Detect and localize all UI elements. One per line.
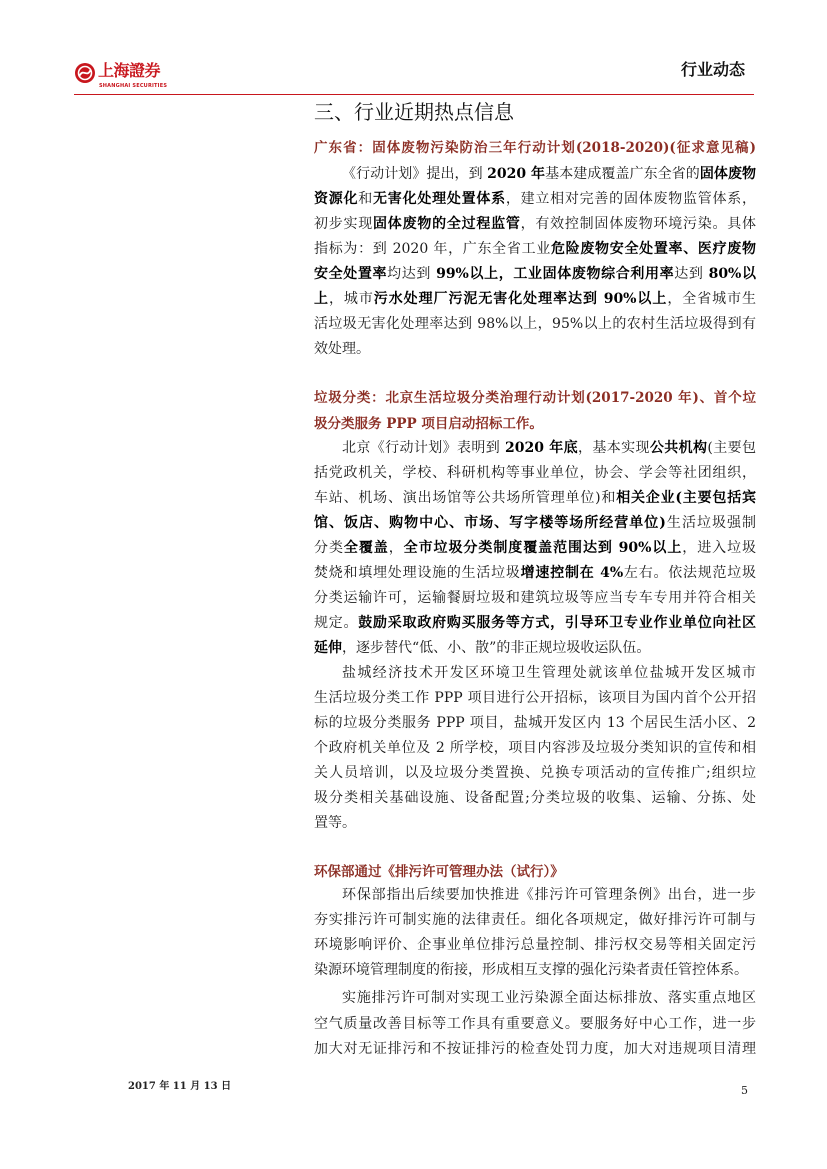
text-run: 规定。 (314, 615, 359, 631)
paragraph-permit-regulation (314, 883, 756, 983)
text-run: 实施排污许可制对实现工业污染源全面达标排放、落实重点地区 (342, 990, 756, 1006)
text-run: 北京《行动计划》表明到 (342, 440, 505, 456)
text-line (314, 511, 756, 536)
bold-text: 相关企业(主要包括宾 (616, 490, 756, 506)
bold-text: 增速控制在 4% (520, 565, 624, 581)
report-type-label: 行业动态 (680, 60, 745, 79)
text-run: 置等。 (314, 815, 356, 831)
bold-text: 无害化处理处置体系 (373, 191, 506, 207)
shanghai-securities-emblem-icon (74, 62, 96, 84)
text-line (314, 586, 756, 611)
text-run: ， (388, 540, 404, 556)
bold-text: 固体废物 (699, 166, 757, 182)
text-line (314, 883, 756, 908)
text-run: 生活垃圾分类工作 PPP 项目进行公开招标，该项目为国内首个公开招 (314, 690, 756, 706)
text-run: 圾分类服务 PPP 项目启动招标工作。 (314, 416, 543, 432)
bold-text: 2020 年 (487, 166, 546, 182)
text-line (314, 411, 756, 437)
text-run: 初步实现 (314, 216, 374, 232)
text-run: 达到 (674, 266, 709, 282)
text-line (314, 385, 756, 411)
text-run: 环保部通过《排污许可管理办法（试行）》 (314, 864, 564, 880)
bold-text: 危险废物安全处置率、医疗废物 (550, 241, 757, 257)
text-line (314, 536, 756, 561)
text-run: 垃圾分类：北京生活垃圾分类治理行动计划(2017-2020 年)、首个垃 (314, 390, 756, 406)
text-line (314, 212, 756, 237)
text-run: 夯实排污许可制实施的法律责任。细化各项规定，做好排污许可制与 (314, 912, 756, 928)
bold-text: 安全处置率 (314, 266, 388, 282)
text-line (314, 237, 756, 262)
text-run: (主要包 (707, 440, 757, 456)
text-run: 圾分类相关基础设施、设备配置;分类垃圾的收集、运输、分拣、处 (314, 790, 756, 806)
text-line (314, 711, 756, 736)
text-run: 左右。依法规范垃圾 (623, 565, 757, 581)
bold-text: 上 (314, 291, 329, 307)
page-number: 5 (741, 1084, 748, 1097)
text-run: 染源环境管理制度的衔接，形成相互支撑的强化污染者责任管控体系。 (314, 962, 748, 978)
text-line (314, 486, 756, 511)
bold-text: 2020 年底 (505, 440, 578, 456)
text-line (314, 908, 756, 933)
text-run: 环保部指出后续要加快推进《排污许可管理条例》出台，进一步 (342, 887, 756, 903)
text-run: 指标为：到 2020 年，广东全省工业 (314, 241, 551, 257)
text-line (314, 162, 756, 187)
bold-text: 延伸 (314, 640, 342, 656)
bold-text: 鼓励采取政府购买服务等方式，引导环卫专业作业单位向社区 (358, 615, 757, 631)
text-run: 均达到 (387, 266, 437, 282)
bold-text: 全市垃圾分类制度覆盖范围达到 90%以上 (403, 540, 683, 556)
section-heading-waste-sorting (314, 385, 756, 437)
text-run: ，进入垃圾 (682, 540, 757, 556)
text-line (314, 287, 756, 312)
text-line (314, 661, 756, 686)
text-run: 加大对无证排污和不按证排污的检查处罚力度，加大对违规项目清理 (314, 1041, 756, 1057)
bold-text: 资源化 (314, 191, 359, 207)
bold-text: 公共机构 (649, 440, 708, 456)
text-run: 个政府机关单位及 2 所学校，项目内容涉及垃圾分类知识的宣传和相 (314, 740, 756, 756)
text-run: 标的垃圾分类服务 PPP 项目，盐城开发区内 13 个居民生活小区、2 (314, 715, 756, 731)
logo-brand-english: SHANGHAI SECURITIES (99, 83, 168, 89)
text-run: ，有效控制固体废物环境污染。具体 (520, 216, 757, 232)
text-line (314, 337, 756, 362)
text-run: 关人员培训，以及垃圾分类置换、兑换专项活动的宣传推广;组织垃 (314, 765, 756, 781)
text-line (314, 436, 756, 461)
text-line (314, 811, 756, 836)
bold-text: 污水处理厂污泥无害化处理率达到 90%以上 (373, 291, 668, 307)
text-line (314, 135, 756, 161)
text-run: ，基本实现 (577, 440, 650, 456)
text-line (314, 561, 756, 586)
text-run: 活垃圾无害化处理率达到 98%以上，95%以上的农村生活垃圾得到有 (314, 316, 756, 332)
text-run: 车站、机场、演出场馆等公共场所管理单位)和 (314, 490, 617, 506)
bold-text: 固体废物的全过程监管 (373, 216, 521, 232)
logo-brand-name: 上海證券 (98, 61, 161, 80)
section-heading-discharge-permit (314, 859, 756, 885)
text-line (314, 859, 756, 885)
text-line (314, 1037, 756, 1063)
section-heading-guangdong (314, 135, 756, 161)
text-line (314, 1012, 756, 1038)
text-run: 分类运输许可，运输餐厨垃圾和建筑垃圾等应当专车专用并符合相关 (314, 590, 756, 606)
text-run: 生活垃圾强制 (665, 515, 756, 531)
text-line (314, 933, 756, 958)
text-line (314, 686, 756, 711)
text-line (314, 262, 756, 287)
text-run: 括党政机关，学校、科研机构等事业单位，协会、学会等社团组织， (314, 465, 756, 481)
text-run: 焚烧和填埋处理设施的生活垃圾 (314, 565, 521, 581)
text-line (314, 312, 756, 337)
text-run: ，全省城市生 (667, 291, 757, 307)
text-line (314, 611, 756, 636)
report-date: 2017 年 11 月 13 日 (128, 1081, 232, 1092)
paragraph-beijing-plan (314, 436, 756, 661)
text-line (314, 461, 756, 486)
text-run: 环境影响评价、企事业单位排污总量控制、排污权交易等相关固定污 (314, 937, 756, 953)
text-run: ，建立相对完善的固体废物监管体系， (505, 191, 757, 207)
text-run: ，城市 (328, 291, 374, 307)
text-run: 和 (358, 191, 374, 207)
text-run: 空气质量改善目标等工作具有重要意义。要服务好中心工作，进一步 (314, 1015, 756, 1032)
text-run: 分类 (314, 540, 344, 556)
text-run: 《行动计划》提出，到 (342, 166, 488, 182)
header-divider (74, 94, 754, 95)
bold-text: 99%以上，工业固体废物综合利用率 (436, 266, 675, 282)
text-line (314, 986, 756, 1012)
text-line (314, 187, 756, 212)
text-run: 盐城经济技术开发区环境卫生管理处就该单位盐城开发区城市 (342, 665, 756, 681)
text-line (314, 958, 756, 983)
paragraph-yancheng-ppp (314, 661, 756, 836)
bold-text: 馆、饭店、购物中心、市场、写字楼等场所经营单位) (314, 515, 666, 531)
text-run: ，逐步替代“低、小、散”的非正规垃圾收运队伍。 (342, 640, 651, 656)
text-run: 效处理。 (314, 341, 370, 357)
bold-text: 全覆盖 (343, 540, 389, 556)
text-line (314, 636, 756, 661)
bold-text: 80%以 (708, 266, 756, 282)
paragraph-guangdong-plan (314, 162, 756, 362)
section-title: 三、行业近期热点信息 (314, 100, 514, 124)
paragraph-permit-implementation (314, 986, 756, 1063)
text-line (314, 761, 756, 786)
text-line (314, 786, 756, 811)
company-logo (74, 59, 170, 93)
text-line (314, 736, 756, 761)
text-run: 广东省：固体废物污染防治三年行动计划(2018-2020)(征求意见稿) (314, 140, 756, 156)
text-run: 基本建成覆盖广东全省的 (545, 166, 700, 182)
